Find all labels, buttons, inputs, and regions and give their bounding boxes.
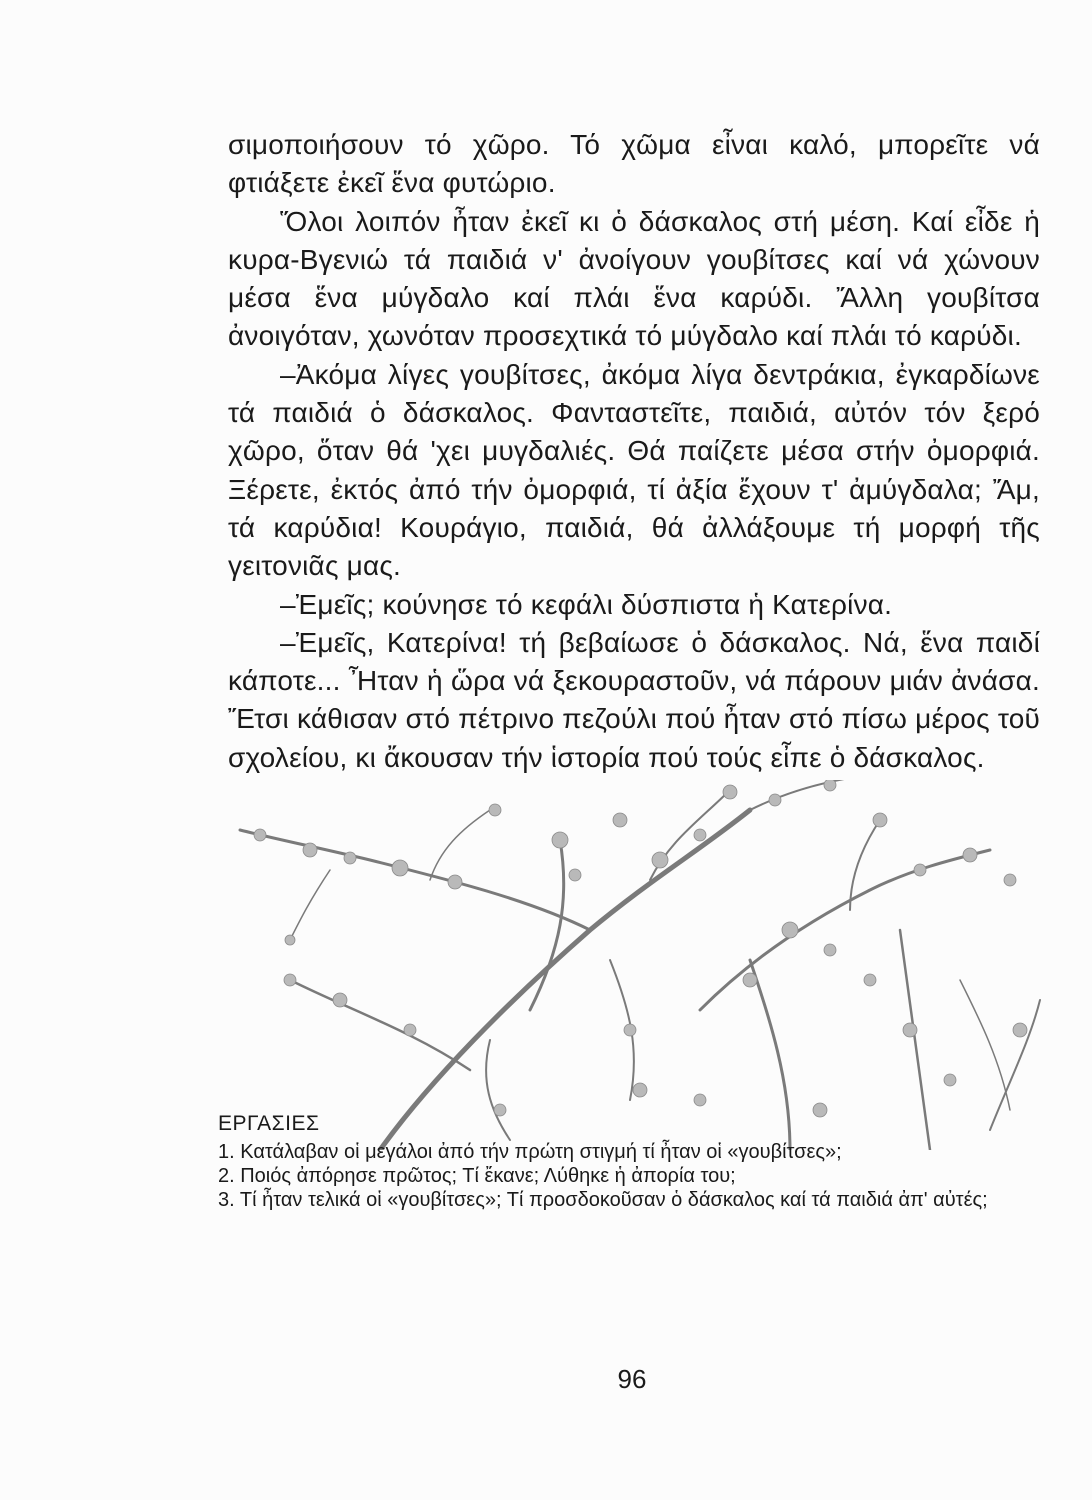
exercises-list (218, 1140, 1038, 1212)
page-number: 96 (617, 1364, 647, 1394)
blossoming-branch-icon (230, 780, 1042, 1150)
paragraph-2: Ὅλοι λοιπόν ἦταν ἐκεῖ κι ὁ δάσκαλος στή μέση. Καί εἶδε ἡ κυρα-Βγενιώ τά παιδιά ν' ἀνοίγουν γουβίτσες καί νά χώνουν μέσα ἕνα μύγδαλο καί πλάι ἕνα καρύδι. Ἄλλη γουβίτσα ἀνοιγόταν, χωνόταν προσεχτικά τό μύγδαλο καί πλάι τό καρύδι. (228, 205, 1040, 352)
exercise-item: 2. Ποιός ἀπόρησε πρῶτος; Τί ἔκανε; Λύθηκε ἡ ἀπορία του; (218, 1165, 736, 1187)
exercises-heading: ΕΡΓΑΣΙΕΣ (218, 1112, 320, 1135)
paragraph-4: –Ἐμεῖς; κούνησε τό κεφάλι δύσπιστα ἡ Κατερίνα. (280, 588, 893, 620)
exercises-section (218, 1112, 1038, 1212)
exercise-item: 1. Κατάλαβαν οἱ μεγάλοι ἀπό τήν πρώτη στιγμή τί ἦταν οἱ «γουβίτσες»; (218, 1141, 842, 1163)
story-text (228, 126, 1040, 777)
paragraph-1: σιμοποιήσουν τό χῶρο. Τό χῶμα εἶναι καλό, μπορεῖτε νά φτιάξετε ἐκεῖ ἕνα φυτώριο. (228, 129, 1040, 199)
paragraph-3: –Ἀκόμα λίγες γουβίτσες, ἀκόμα λίγα δεντράκια, ἐγκαρδίωνε τά παιδιά ὁ δάσκαλος. Φανταστεῖτε, παιδιά, αὐτόν τόν ξερό χῶρο, ὅταν θά 'χει μυγδαλιές. Θά παίζετε μέσα στήν ὀμορφιά. Ξέρετε, ἐκτός ἀπό τήν ὀμορφιά, τί ἀξία ἔχουν τ' ἀμύγδαλα; Ἄμ, τά καρύδια! Κουράγιο, παιδιά, θά ἀλλάξουμε τή μορφή τῆς γειτονιᾶς μας. (228, 358, 1040, 582)
paragraph-5: –Ἐμεῖς, Κατερίνα! τή βεβαίωσε ὁ δάσκαλος. Νά, ἕνα παιδί κάποτε... Ἦταν ἡ ὥρα νά ξεκουραστοῦν, νά πάρουν μιάν ἀνάσα. Ἔτσι κάθισαν στό πέτρινο πεζούλι πού ἦταν στό πίσω μέρος τοῦ σχολείου, κι ἄκουσαν τήν ἱστορία πού τούς εἶπε ὁ δάσκαλος. (228, 626, 1040, 773)
exercise-item: 3. Τί ἦταν τελικά οἱ «γουβίτσες»; Τί προσδοκοῦσαν ὁ δάσκαλος καί τά παιδιά ἀπ' αὐτές; (218, 1189, 988, 1211)
